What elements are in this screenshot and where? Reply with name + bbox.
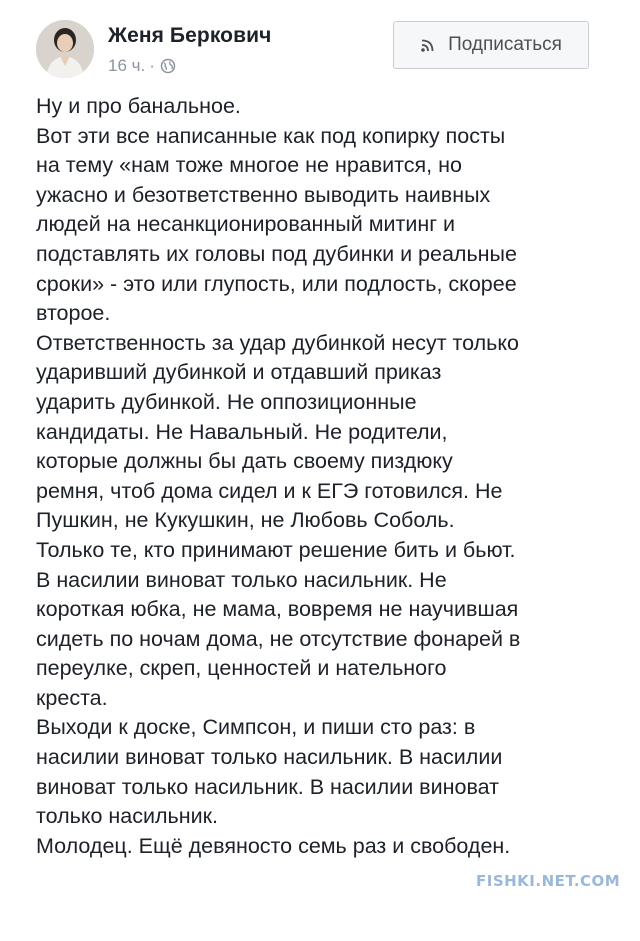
watermark: FISHKI.NET.COM <box>476 872 621 890</box>
post-line: кандидаты. Не Навальный. Не родители, <box>36 419 448 444</box>
post-line: креста. <box>36 685 108 710</box>
post-line: ударивший дубинкой и отдавший приказ <box>36 360 442 385</box>
post-timestamp[interactable]: 16 ч. <box>108 56 146 75</box>
post-text <box>36 92 616 861</box>
post-line: второе. <box>36 301 111 326</box>
post-meta <box>108 56 176 76</box>
rss-icon <box>420 37 436 53</box>
post-line: подставлять их головы под дубинки и реальные <box>36 241 517 266</box>
post-line: короткая юбка, не мама, вовремя не научившая <box>36 597 519 622</box>
post-line: сидеть по ночам дома, не отсутствие фонарей в <box>36 626 521 651</box>
globe-icon[interactable] <box>160 58 176 74</box>
post-line: людей на несанкционированный митинг и <box>36 212 456 237</box>
post-line: Молодец. Ещё девяносто семь раз и свободен. <box>36 833 511 858</box>
post-line: ужасно и безответственно выводить наивных <box>36 182 491 207</box>
post-line: сроки» - это или глупость, или подлость, скорее <box>36 271 517 296</box>
post-line: Пушкин, не Кукушкин, не Любовь Соболь. <box>36 508 455 533</box>
post-line: Только те, кто принимают решение бить и бьют. <box>36 537 516 562</box>
post-line: только насильник. <box>36 804 219 829</box>
post-line: на тему «нам тоже многое не нравится, но <box>36 153 462 178</box>
subscribe-button[interactable] <box>393 21 589 69</box>
post-line: Ответственность за удар дубинкой несут только <box>36 330 519 355</box>
post-line: Выходи к доске, Симпсон, и пиши сто раз: в <box>36 715 476 740</box>
post-line: виноват только насильник. В насилии виноват <box>36 774 499 799</box>
post-line: ударить дубинкой. Не оппозиционные <box>36 389 417 414</box>
meta-separator: · <box>149 56 155 75</box>
post-line: Ну и про банальное. <box>36 94 241 118</box>
post-header <box>0 0 640 90</box>
subscribe-label: Подписаться <box>448 34 562 55</box>
author-avatar[interactable] <box>36 20 94 78</box>
post-line: насилии виноват только насильник. В насилии <box>36 745 503 770</box>
post-line: переулке, скреп, ценностей и нательного <box>36 656 447 681</box>
author-name[interactable]: Женя Беркович <box>108 24 272 47</box>
post-line: которые должны бы дать своему пиздюку <box>36 449 453 474</box>
avatar-photo <box>36 20 94 78</box>
post-line: В насилии виноват только насильник. Не <box>36 567 447 592</box>
post-line: Вот эти все написанные как под копирку посты <box>36 123 506 148</box>
post-line: ремня, чтоб дома сидел и к ЕГЭ готовился. Не <box>36 478 503 503</box>
